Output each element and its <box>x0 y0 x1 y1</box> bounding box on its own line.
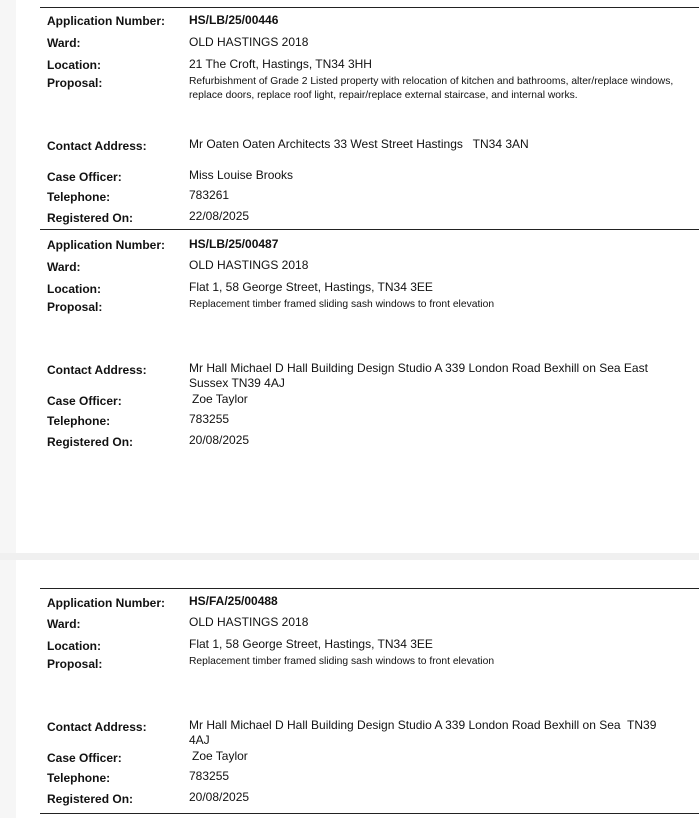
location-label: Location: <box>47 282 101 296</box>
case-officer-label: Case Officer: <box>47 394 122 408</box>
contact-address-value: Mr Oaten Oaten Architects 33 West Street Hastings TN34 3AN <box>189 137 529 151</box>
registered-on-value: 20/08/2025 <box>189 790 250 804</box>
case-officer-value: Zoe Taylor <box>192 392 248 406</box>
application-number-value: HS/LB/25/00446 <box>189 13 279 27</box>
record-divider <box>40 813 699 814</box>
telephone-label: Telephone: <box>47 771 111 785</box>
telephone-value: 783255 <box>189 769 230 783</box>
document-page-2 <box>16 560 699 818</box>
proposal-label: Proposal: <box>47 657 103 671</box>
case-officer-value: Zoe Taylor <box>192 749 248 763</box>
location-value: Flat 1, 58 George Street, Hastings, TN34 3EE <box>189 637 433 651</box>
ward-label: Ward: <box>47 617 81 631</box>
case-officer-label: Case Officer: <box>47 170 122 184</box>
telephone-value: 783261 <box>189 188 230 202</box>
record-divider <box>40 588 699 589</box>
ward-label: Ward: <box>47 260 81 274</box>
application-number-label: Application Number: <box>47 596 166 610</box>
location-label: Location: <box>47 639 101 653</box>
ward-value: OLD HASTINGS 2018 <box>189 258 309 272</box>
telephone-label: Telephone: <box>47 414 111 428</box>
contact-address-value: Mr Hall Michael D Hall Building Design Studio A 339 London Road Bexhill on Sea East Sussex TN39 4AJ <box>189 361 648 390</box>
location-label: Location: <box>47 58 101 72</box>
registered-on-value: 20/08/2025 <box>189 433 250 447</box>
registered-on-value: 22/08/2025 <box>189 209 250 223</box>
contact-address-value: Mr Hall Michael D Hall Building Design Studio A 339 London Road Bexhill on Sea TN39 4AJ <box>189 718 660 747</box>
proposal-value: Replacement timber framed sliding sash windows to front elevation <box>189 656 495 667</box>
ward-label: Ward: <box>47 36 81 50</box>
ward-value: OLD HASTINGS 2018 <box>189 35 309 49</box>
record-divider <box>40 7 699 8</box>
proposal-value: Refurbishment of Grade 2 Listed property with relocation of kitchen and bathrooms, alter/replace windows, replace doors, replace roof light, repair/replace external staircase, and internal works. <box>189 76 674 101</box>
application-number-label: Application Number: <box>47 238 166 252</box>
proposal-value: Replacement timber framed sliding sash windows to front elevation <box>189 299 495 310</box>
contact-address-label: Contact Address: <box>47 363 147 377</box>
document-page-1 <box>16 0 699 553</box>
registered-on-label: Registered On: <box>47 435 134 449</box>
registered-on-label: Registered On: <box>47 792 134 806</box>
application-number-label: Application Number: <box>47 14 166 28</box>
case-officer-value: Miss Louise Brooks <box>189 168 294 182</box>
proposal-label: Proposal: <box>47 300 103 314</box>
registered-on-label: Registered On: <box>47 211 134 225</box>
telephone-value: 783255 <box>189 412 230 426</box>
record-divider <box>40 229 699 230</box>
ward-value: OLD HASTINGS 2018 <box>189 615 309 629</box>
page-margin <box>0 0 16 553</box>
location-value: Flat 1, 58 George Street, Hastings, TN34 3EE <box>189 280 433 294</box>
contact-address-label: Contact Address: <box>47 139 147 153</box>
page-margin <box>0 560 16 818</box>
application-number-value: HS/LB/25/00487 <box>189 237 279 251</box>
application-number-value: HS/FA/25/00488 <box>189 594 278 608</box>
location-value: 21 The Croft, Hastings, TN34 3HH <box>189 57 372 71</box>
contact-address-label: Contact Address: <box>47 720 147 734</box>
proposal-label: Proposal: <box>47 76 103 90</box>
case-officer-label: Case Officer: <box>47 751 122 765</box>
telephone-label: Telephone: <box>47 190 111 204</box>
